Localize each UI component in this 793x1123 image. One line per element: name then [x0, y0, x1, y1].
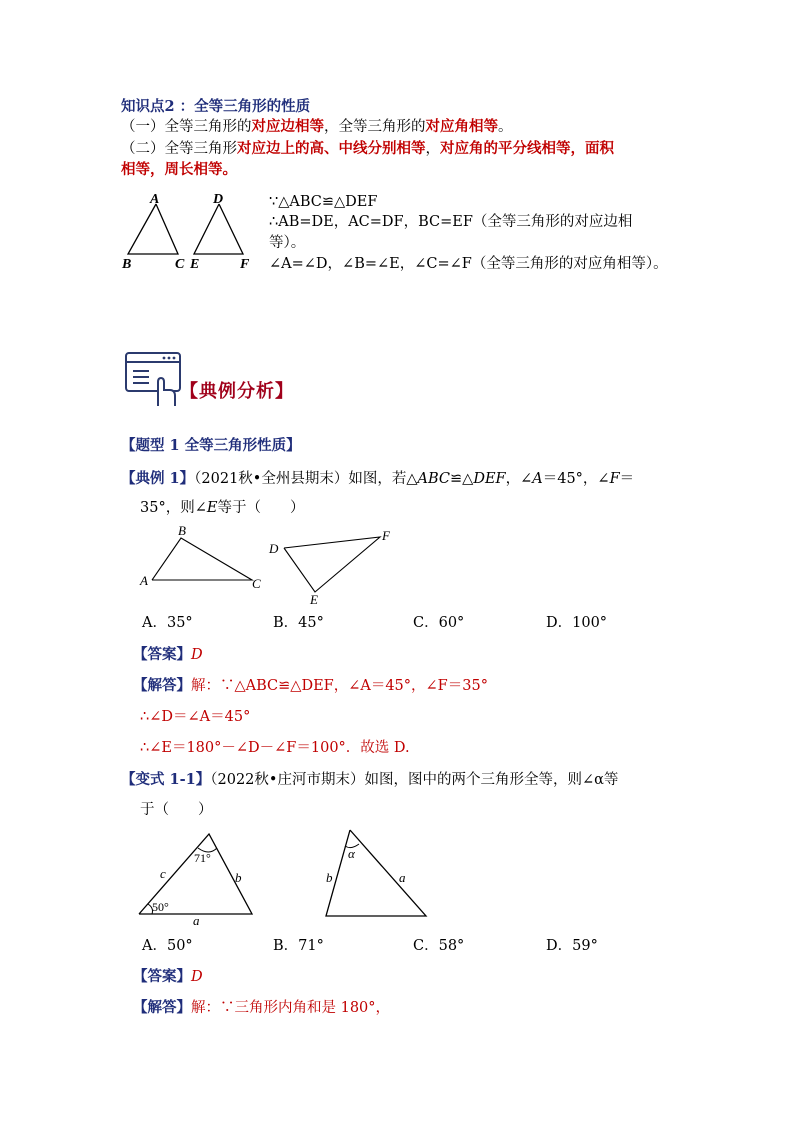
example1-line2b: 等于（ ）: [217, 500, 305, 516]
example1-figure: [134, 522, 404, 608]
variant1-tag: 【变式 1-1】: [121, 771, 211, 788]
label-D: D: [213, 192, 224, 207]
example1-tri1: ABC: [417, 471, 450, 487]
ex1-label-B: B: [178, 523, 186, 538]
example1-answer: [133, 645, 203, 665]
example1-option-d[interactable]: D．100°: [546, 615, 608, 631]
label-C: C: [175, 257, 185, 272]
solution-label: 【解答】: [133, 677, 191, 694]
example1-angle-a: A: [532, 471, 543, 487]
example1-option-a[interactable]: A．35°: [142, 615, 193, 631]
example1-angle-f: F: [609, 471, 620, 487]
item2-prefix: （二）全等三角形: [121, 141, 237, 157]
example1-eq2: ＝: [619, 471, 635, 487]
knowledge-item-2-line2: 相等，周长相等。: [121, 161, 237, 178]
knowledge-title: 知识点2 ：全等三角形的性质: [121, 98, 311, 115]
example1-solution-line-2: ∴∠D＝∠A＝45°: [140, 709, 251, 725]
example1-solution-line-1: [133, 676, 488, 696]
variant1-solution-label: 【解答】: [133, 999, 191, 1016]
ex1-label-E: E: [310, 592, 318, 607]
variant1-solution-text-1: 解：∵三角形内角和是 180°，: [191, 1000, 391, 1016]
item2-highlight-1: 对应边上的高、中线分别相等: [237, 140, 426, 157]
example1-line2a: 35°，则∠: [140, 500, 207, 516]
example1-tag: 【典例 1】: [121, 470, 195, 487]
left-side-c: c: [160, 866, 166, 881]
right-side-a: a: [399, 870, 406, 885]
left-side-a: a: [193, 913, 200, 926]
item1-end: 。: [498, 119, 513, 135]
variant1-option-b[interactable]: B．71°: [273, 938, 324, 954]
label-50-degrees: 50°: [152, 900, 169, 914]
ex1-label-F: F: [382, 528, 390, 543]
triangle-def: [194, 204, 243, 254]
answer-value: D: [191, 647, 203, 663]
variant1-option-d[interactable]: D．59°: [546, 938, 598, 954]
variant1-line-2: 于（ ）: [140, 802, 213, 818]
label-A: A: [150, 192, 160, 207]
proof-line-2: ∴AB=DE，AC=DF，BC=EF（全等三角形的对应边相: [269, 214, 633, 230]
example1-option-b[interactable]: B．45°: [273, 615, 324, 631]
congruent-triangles-figure: [118, 188, 258, 274]
example1-line-2: [140, 498, 304, 518]
label-E: E: [190, 257, 200, 272]
variant1-answer-value: D: [191, 969, 203, 985]
type1-title: 【题型 1 全等三角形性质】: [121, 437, 301, 454]
example1-triangle-abc: [152, 538, 252, 580]
solution-text-1: 解：∵△ABC≌△DEF，∠A＝45°，∠F＝35°: [191, 678, 488, 694]
proof-line-4: ∠A=∠D，∠B=∠E，∠C=∠F（全等三角形的对应角相等）。: [269, 256, 668, 272]
example1-option-c[interactable]: C．60°: [413, 615, 465, 631]
variant1-answer: [133, 967, 203, 987]
proof-line-1: ∵△ABC≌△DEF: [269, 194, 378, 210]
hand-pointer-screen-icon: [124, 350, 182, 408]
example1-mid: ，∠: [505, 471, 533, 487]
right-side-b: b: [326, 870, 333, 885]
label-F: F: [240, 257, 250, 272]
variant1-text: （2022秋•庄河市期末）如图，图中的两个三角形全等，则∠α等: [210, 772, 619, 788]
variant1-option-c[interactable]: C．58°: [413, 938, 465, 954]
variant1-line-1: [121, 770, 618, 790]
knowledge-item-2: [121, 139, 614, 159]
variant1-solution-line-1: [133, 998, 390, 1018]
example1-line-1: [121, 469, 634, 489]
item1-mid: ，全等三角形的: [324, 119, 426, 135]
item1-highlight-sides: 对应边相等: [251, 118, 324, 135]
label-71-degrees: 71°: [194, 851, 211, 865]
variant1-triangle-right: [326, 830, 426, 916]
example1-source: （2021秋•全州县期末）如图，若△: [194, 471, 418, 487]
example1-angle-e: E: [206, 500, 218, 516]
variant1-figure: [134, 826, 444, 926]
answer-label: 【答案】: [133, 646, 191, 663]
variant1-option-a[interactable]: A．50°: [142, 938, 193, 954]
label-alpha: α: [348, 846, 355, 861]
example1-solution-line-3: ∴∠E＝180°－∠D－∠F＝100°．故选 D.: [140, 740, 410, 756]
item2-mid: ，: [425, 141, 440, 157]
knowledge-item-1: [121, 117, 513, 137]
label-B: B: [122, 257, 132, 272]
variant1-answer-label: 【答案】: [133, 968, 191, 985]
example1-triangle-def: [284, 537, 380, 592]
example1-sym: ≌△: [450, 471, 474, 487]
item2-highlight-2: 对应角的平分线相等，面积: [440, 140, 614, 157]
item1-highlight-angles: 对应角相等: [425, 118, 498, 135]
ex1-label-A: A: [140, 573, 148, 588]
left-side-b: b: [235, 870, 242, 885]
ex1-label-C: C: [252, 576, 261, 591]
section-header-label: 【典例分析】: [180, 381, 294, 402]
example1-eq1: ＝45°，∠: [542, 471, 610, 487]
example1-tri2: DEF: [473, 471, 506, 487]
triangle-abc: [128, 204, 178, 254]
ex1-label-D: D: [269, 541, 279, 556]
proof-line-3: 等）。: [269, 235, 306, 251]
item1-prefix: （一）全等三角形的: [121, 119, 252, 135]
